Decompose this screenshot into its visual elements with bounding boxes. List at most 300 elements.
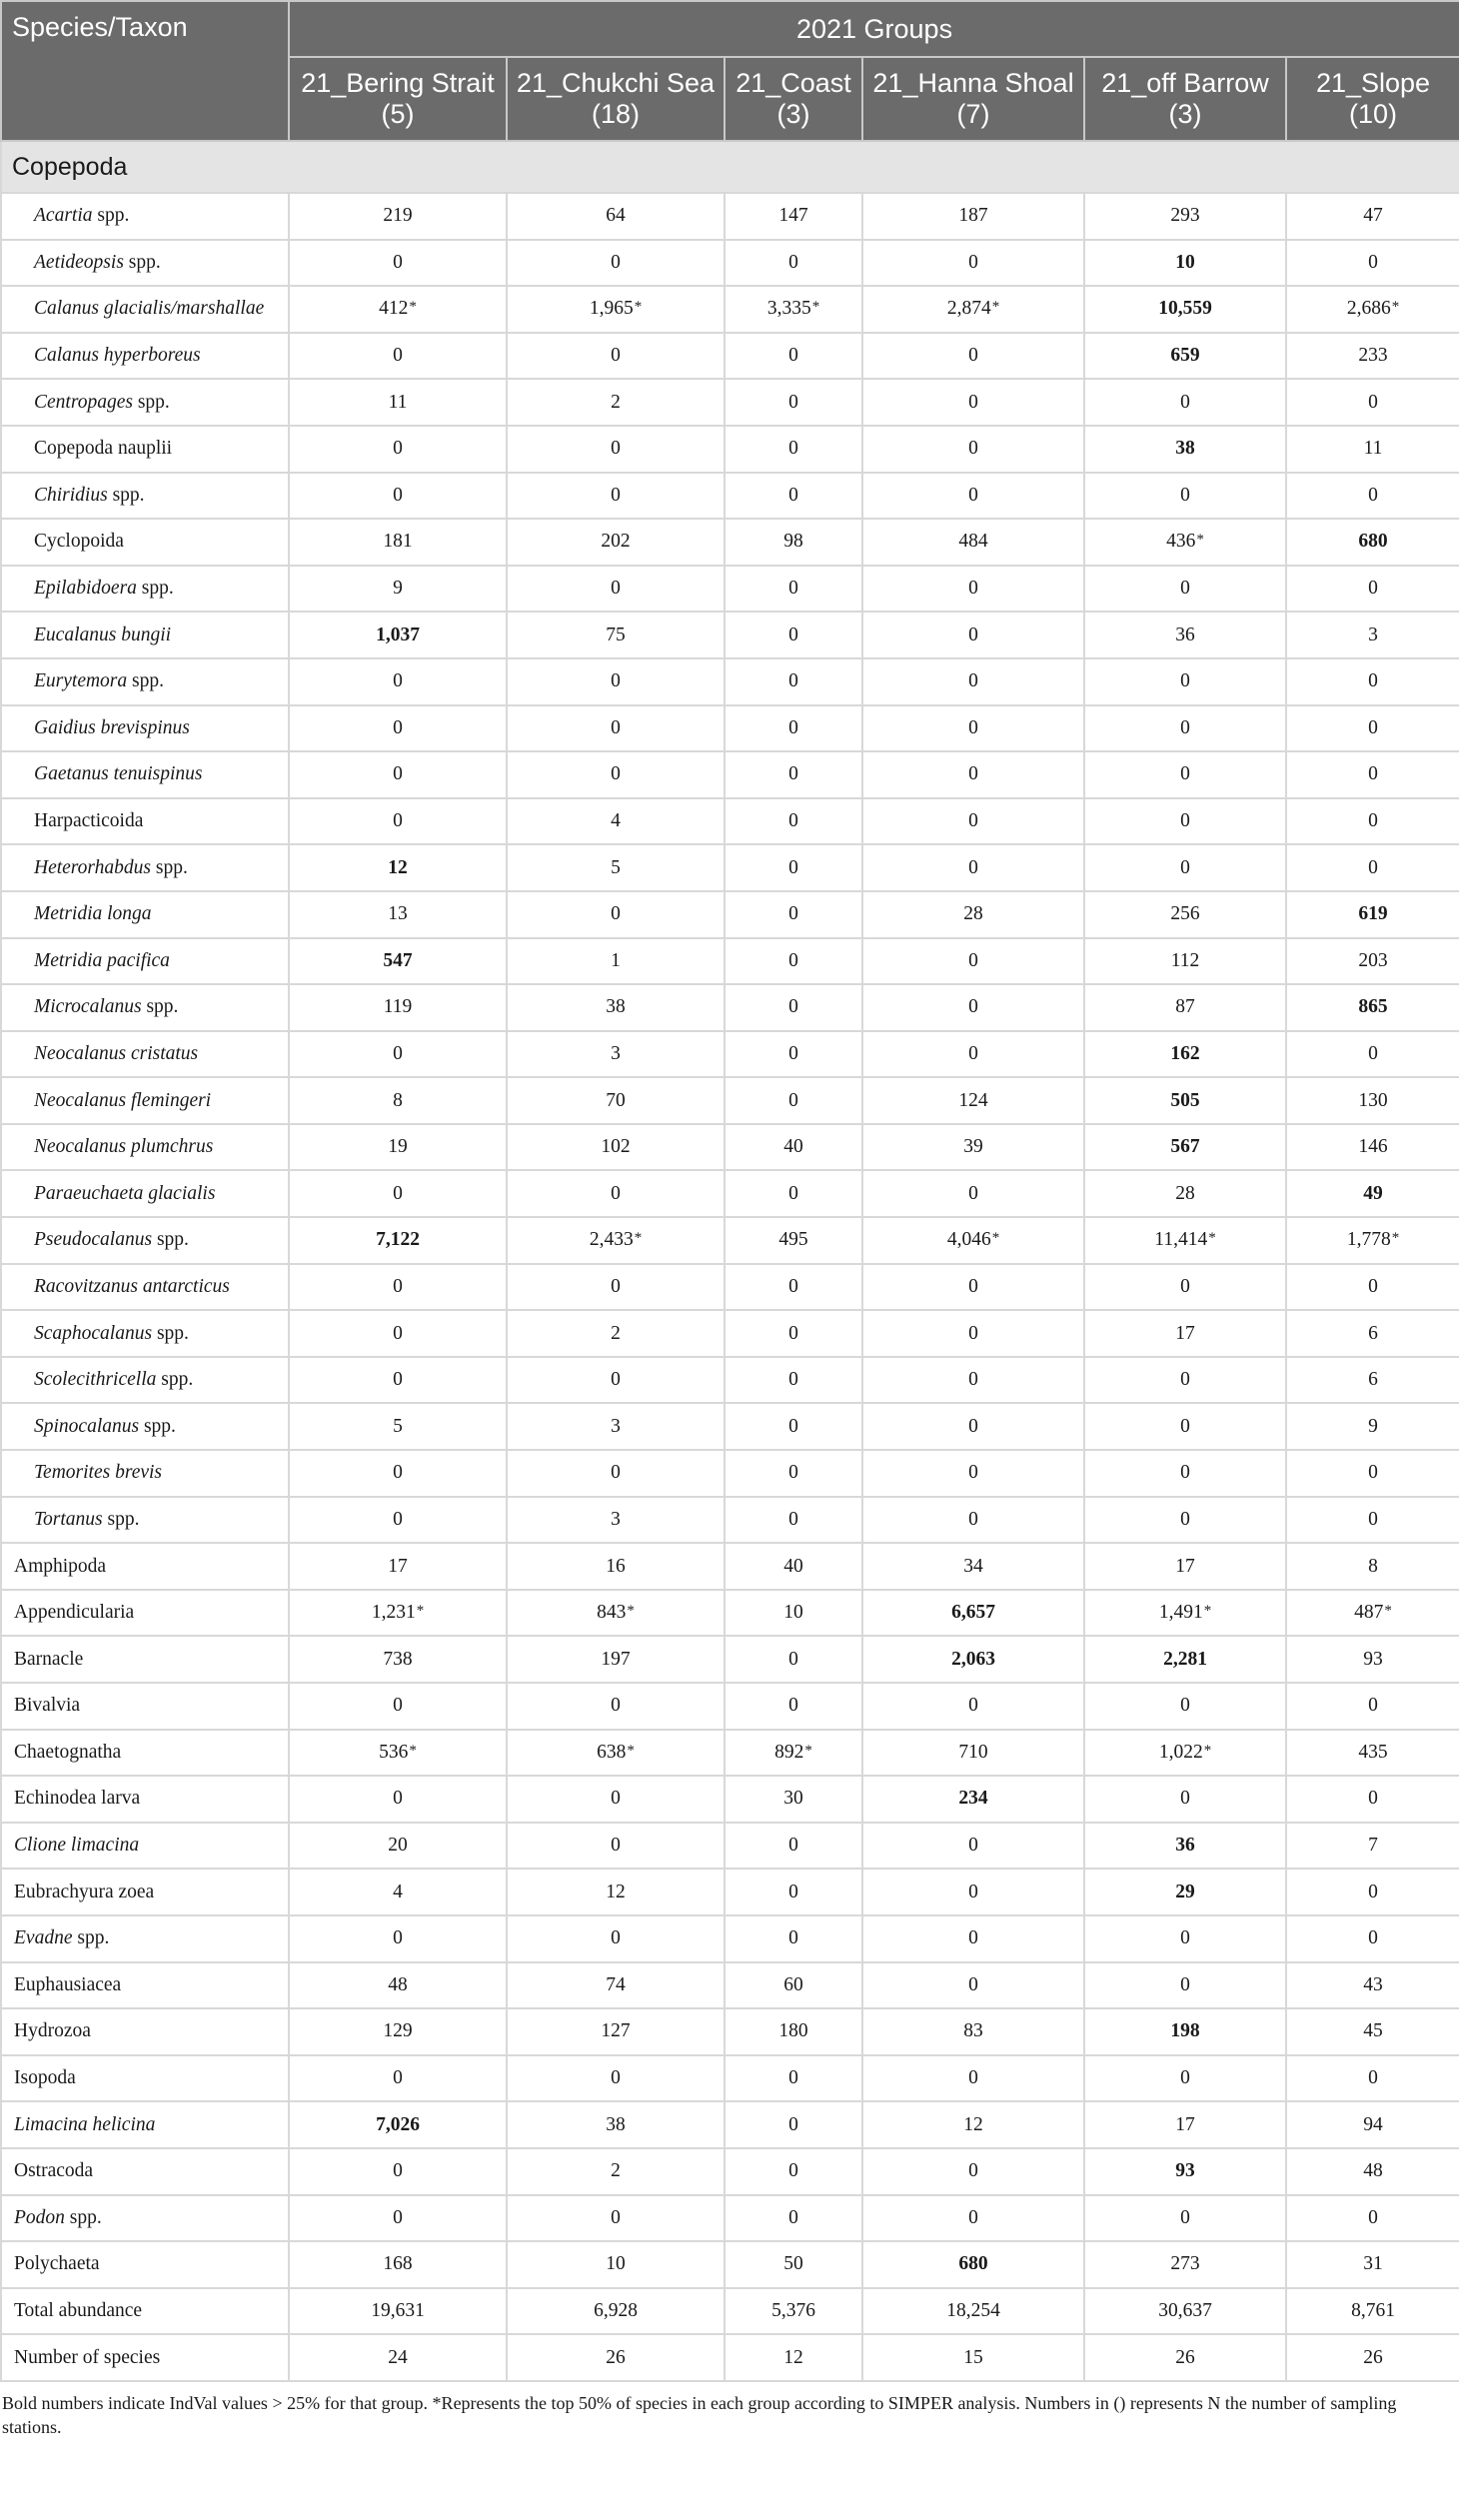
value-number: 0 [1180,578,1190,600]
value-cell [1286,984,1459,1031]
group-station-count: (10) [1349,99,1398,129]
simper-marker: * [409,1742,417,1759]
table-row [1,1730,1459,1777]
value-number: 0 [788,251,798,273]
value-number: 0 [968,1415,978,1437]
value-cell [1286,2055,1459,2102]
taxon-cell [1,1310,289,1357]
value-cell [289,891,507,938]
value-cell [289,1915,507,1962]
value-number: 273 [1170,2253,1200,2275]
value-cell [289,751,507,798]
value-number: 0 [788,1508,798,1530]
taxon-name: Acartia [34,205,93,227]
value-number: 0 [1368,1508,1378,1530]
value-cell [1286,333,1459,380]
taxon-name: Temorites brevis [34,1462,163,1484]
taxon-cell [1,1730,289,1777]
value-cell [289,519,507,566]
taxon-cell [1,2334,289,2381]
value-number: 412 [379,298,409,320]
value-number: 0 [393,763,403,785]
table-row [1,240,1459,287]
value-cell [507,705,725,752]
value-number: 0 [393,1182,403,1204]
value-number: 0 [611,438,621,460]
taxon-name: Calanus glacialis/marshallae [34,298,265,320]
value-cell [725,1357,862,1404]
table-row [1,658,1459,705]
table-row [1,2195,1459,2242]
taxon-name: Eucalanus bungii [34,624,172,645]
value-number: 10 [783,1602,803,1624]
value-cell [725,1124,862,1171]
value-number: 83 [963,2020,983,2042]
taxon-cell [1,1450,289,1497]
value-cell [725,1590,862,1637]
table-row [1,2148,1459,2195]
value-number: 10 [606,2253,626,2275]
taxon-name: Isopoda [14,2067,76,2089]
value-number: 0 [788,391,798,413]
value-number: 0 [788,1927,798,1949]
value-cell [862,1636,1084,1683]
value-cell [507,2334,725,2381]
value-cell [507,2288,725,2335]
value-cell [507,566,725,613]
simper-marker: * [1391,299,1400,316]
taxon-cell [1,379,289,426]
value-number: 203 [1358,949,1388,971]
value-number: 0 [968,438,978,460]
table-row [1,2288,1459,2335]
value-number: 0 [968,716,978,738]
table-footnote: Bold numbers indicate IndVal values > 25% for that group. *Represents the top 50% of species in each group according to SIMPER analysis. Numbers in () represents N the number of sampling stations. [2,2392,1397,2437]
value-number: 0 [968,251,978,273]
value-number: 0 [611,1788,621,1810]
value-number: 4 [393,1881,403,1902]
value-cell [862,1823,1084,1870]
value-number: 0 [393,1788,403,1810]
taxon-name: Evadne [14,1927,73,1949]
value-cell [862,2101,1084,2148]
value-cell [862,1497,1084,1544]
value-number: 738 [383,1648,413,1670]
simper-marker: * [416,1603,425,1620]
value-cell [507,473,725,520]
value-number: 0 [1180,716,1190,738]
value-cell [1286,2288,1459,2335]
value-cell [289,1264,507,1311]
value-number: 0 [968,391,978,413]
value-number: 0 [788,1835,798,1857]
value-number: 6,928 [594,2300,638,2322]
value-cell [1286,2008,1459,2055]
taxon-cell [1,2101,289,2148]
value-cell [862,426,1084,473]
taxon-name: Centropages [34,391,133,413]
value-number: 2,063 [951,1648,995,1670]
value-cell [862,984,1084,1031]
value-number: 11 [388,391,408,413]
value-number: 38 [606,996,626,1018]
value-cell [1084,286,1286,333]
value-cell [1286,1543,1459,1590]
value-cell [507,426,725,473]
value-cell [725,1403,862,1450]
value-cell [862,333,1084,380]
group-header [862,57,1084,141]
value-cell [1286,751,1459,798]
taxon-cell [1,751,289,798]
value-cell [289,1310,507,1357]
value-number: 0 [611,670,621,692]
value-number: 17 [1175,1555,1195,1577]
value-number: 26 [1175,2346,1195,2368]
value-cell [1286,193,1459,240]
taxon-column-header: Species/Taxon [1,1,289,141]
value-cell [1084,1310,1286,1357]
value-number: 256 [1170,903,1200,925]
table-row [1,1217,1459,1264]
value-number: 0 [968,996,978,1018]
value-cell [1084,1124,1286,1171]
taxon-name: Chaetognatha [14,1741,122,1763]
value-number: 865 [1358,996,1388,1018]
value-number: 2 [611,391,621,413]
value-cell [1084,193,1286,240]
value-cell [725,1730,862,1777]
value-cell [507,240,725,287]
value-number: 0 [1368,1695,1378,1717]
value-cell [725,984,862,1031]
value-cell [1286,426,1459,473]
value-number: 6 [1368,1322,1378,1344]
value-cell [289,1869,507,1915]
value-number: 94 [1363,2113,1383,2135]
value-cell [289,1124,507,1171]
simper-marker: * [1196,532,1204,549]
value-number: 0 [1180,1695,1190,1717]
value-number: 0 [968,2206,978,2228]
taxon-cell [1,240,289,287]
value-number: 26 [1363,2346,1383,2368]
value-cell [862,1077,1084,1124]
value-cell [862,844,1084,891]
value-number: 0 [788,1369,798,1391]
value-cell [725,1683,862,1730]
value-cell [1286,473,1459,520]
value-number: 0 [1368,810,1378,832]
value-cell [507,2101,725,2148]
value-cell [862,1264,1084,1311]
value-cell [862,798,1084,845]
value-number: 0 [393,2160,403,2182]
value-cell [507,984,725,1031]
value-cell [1286,705,1459,752]
value-number: 0 [393,1508,403,1530]
value-number: 0 [788,1695,798,1717]
table-row [1,938,1459,985]
value-cell [289,1962,507,2009]
group-header [289,57,507,141]
value-cell [507,519,725,566]
value-number: 5 [611,856,621,878]
value-number: 87 [1175,996,1195,1018]
value-number: 0 [968,1182,978,1204]
taxon-name: Appendicularia [14,1602,135,1624]
value-cell [507,2241,725,2288]
value-cell [862,286,1084,333]
value-cell [862,1031,1084,1078]
value-cell [862,2195,1084,2242]
value-cell [1084,473,1286,520]
taxon-cell [1,891,289,938]
value-number: 0 [788,2206,798,2228]
value-cell [289,333,507,380]
value-cell [725,333,862,380]
value-cell [1084,566,1286,613]
value-number: 180 [778,2020,808,2042]
value-number: 0 [1180,2067,1190,2089]
value-number: 3 [1368,624,1378,645]
value-number: 40 [783,1136,803,1158]
taxon-suffix: spp. [152,1322,189,1344]
value-cell [862,1403,1084,1450]
taxon-cell [1,519,289,566]
value-number: 36 [1175,1835,1195,1857]
value-number: 0 [1180,856,1190,878]
value-cell [862,1915,1084,1962]
taxon-name: Tortanus [34,1508,103,1530]
table-row [1,1264,1459,1311]
taxon-name: Bivalvia [14,1695,81,1717]
taxon-cell [1,1124,289,1171]
value-number: 0 [968,1275,978,1297]
taxon-name: Eurytemora [34,670,128,692]
taxon-cell [1,612,289,658]
taxon-name: Epilabidoera [34,578,137,600]
table-row [1,2008,1459,2055]
value-number: 0 [1368,2206,1378,2228]
table-row [1,1310,1459,1357]
value-cell [289,426,507,473]
value-cell [1286,1683,1459,1730]
value-cell [862,379,1084,426]
value-number: 0 [968,345,978,367]
value-cell [725,1310,862,1357]
value-number: 2,433 [589,1229,634,1251]
value-number: 197 [601,1648,631,1670]
table-row [1,1869,1459,1915]
taxon-cell [1,658,289,705]
value-number: 0 [611,578,621,600]
taxon-cell [1,1869,289,1915]
value-number: 0 [788,2160,798,2182]
value-number: 0 [393,1927,403,1949]
taxon-cell [1,1636,289,1683]
value-number: 10,559 [1158,298,1212,320]
value-number: 17 [1175,2113,1195,2135]
value-cell [1084,798,1286,845]
value-cell [507,1915,725,1962]
value-cell [1286,844,1459,891]
taxon-name: Number of species [14,2346,161,2368]
value-number: 0 [1368,251,1378,273]
value-number: 8 [1368,1555,1378,1577]
value-cell [507,379,725,426]
value-cell [289,1031,507,1078]
value-number: 638 [597,1741,627,1763]
value-number: 7 [1368,1835,1378,1857]
value-number: 892 [774,1741,804,1763]
value-number: 1,037 [376,624,420,645]
value-number: 0 [788,578,798,600]
value-cell [507,1869,725,1915]
taxon-cell [1,1217,289,1264]
value-number: 0 [968,2067,978,2089]
value-cell [1286,1590,1459,1637]
value-cell [1286,1636,1459,1683]
value-cell [725,938,862,985]
value-cell [1084,1403,1286,1450]
taxon-name: Racovitzanus antarcticus [34,1275,230,1297]
table-row [1,2241,1459,2288]
taxon-suffix: spp. [123,251,161,273]
simper-marker: * [811,299,820,316]
value-number: 17 [388,1555,408,1577]
value-cell [1286,566,1459,613]
taxon-cell [1,1776,289,1823]
value-number: 0 [788,1089,798,1111]
value-cell [1084,612,1286,658]
value-number: 20 [388,1835,408,1857]
value-number: 680 [1358,531,1388,553]
taxon-cell [1,1962,289,2009]
value-number: 619 [1358,903,1388,925]
value-number: 8 [393,1089,403,1111]
value-cell [1286,1869,1459,1915]
taxon-cell [1,2288,289,2335]
value-cell [289,2334,507,2381]
taxon-name: Aetideopsis [34,251,124,273]
value-cell [725,566,862,613]
value-cell [1084,240,1286,287]
taxon-name: Neocalanus plumchrus [34,1136,214,1158]
table-row [1,2055,1459,2102]
value-cell [1286,798,1459,845]
value-cell [1286,1962,1459,2009]
value-number: 19 [388,1136,408,1158]
value-cell [1286,2195,1459,2242]
value-number: 0 [611,251,621,273]
value-number: 0 [393,345,403,367]
value-cell [1084,1869,1286,1915]
value-number: 146 [1358,1136,1388,1158]
table-row [1,751,1459,798]
value-number: 7,122 [376,1229,420,1251]
value-cell [507,286,725,333]
value-number: 47 [1363,205,1383,227]
value-number: 11 [1363,438,1383,460]
value-number: 0 [393,1369,403,1391]
value-number: 0 [968,1695,978,1717]
value-cell [1084,1170,1286,1217]
value-cell [862,2008,1084,2055]
value-cell [289,240,507,287]
table-row [1,1683,1459,1730]
value-number: 547 [383,949,413,971]
value-number: 17 [1175,1322,1195,1344]
value-number: 74 [606,1973,626,1995]
value-number: 0 [1180,810,1190,832]
value-number: 0 [1368,391,1378,413]
value-cell [1084,705,1286,752]
value-cell [725,1497,862,1544]
value-cell [289,705,507,752]
value-number: 75 [606,624,626,645]
value-number: 0 [1180,391,1190,413]
simper-marker: * [627,1742,635,1759]
value-number: 0 [393,438,403,460]
value-cell [289,193,507,240]
simper-marker: * [634,1230,643,1247]
value-number: 0 [788,2067,798,2089]
value-cell [289,658,507,705]
taxon-name: Heterorhabdus [34,856,151,878]
value-cell [507,2195,725,2242]
value-cell [1286,658,1459,705]
value-number: 60 [783,1973,803,1995]
value-number: 31 [1363,2253,1383,2275]
taxon-name: Podon [14,2206,65,2228]
group-header [1084,57,1286,141]
value-number: 5,376 [771,2300,815,2322]
value-cell [289,2055,507,2102]
value-number: 0 [968,1835,978,1857]
taxon-cell [1,473,289,520]
value-number: 0 [968,484,978,506]
taxon-suffix: spp. [156,1369,194,1391]
value-cell [1084,1730,1286,1777]
value-number: 0 [1180,763,1190,785]
value-cell [1084,1031,1286,1078]
taxon-name: Paraeuchaeta glacialis [34,1182,216,1204]
value-cell [862,612,1084,658]
table-row [1,286,1459,333]
value-number: 435 [1358,1741,1388,1763]
value-cell [289,1403,507,1450]
simper-marker: * [1384,1603,1392,1620]
value-number: 0 [788,903,798,925]
taxon-cell [1,984,289,1031]
value-cell [507,1823,725,1870]
value-number: 0 [1180,484,1190,506]
taxon-name: Harpacticoida [34,810,144,832]
value-number: 9 [393,578,403,600]
value-number: 0 [393,251,403,273]
value-number: 43 [1363,1973,1383,1995]
value-cell [289,798,507,845]
value-number: 0 [788,1648,798,1670]
value-number: 0 [968,1369,978,1391]
taxon-name: Chiridius [34,484,108,506]
value-cell [862,1776,1084,1823]
value-cell [1286,286,1459,333]
value-number: 2,874 [946,298,991,320]
value-number: 50 [783,2253,803,2275]
value-cell [862,938,1084,985]
